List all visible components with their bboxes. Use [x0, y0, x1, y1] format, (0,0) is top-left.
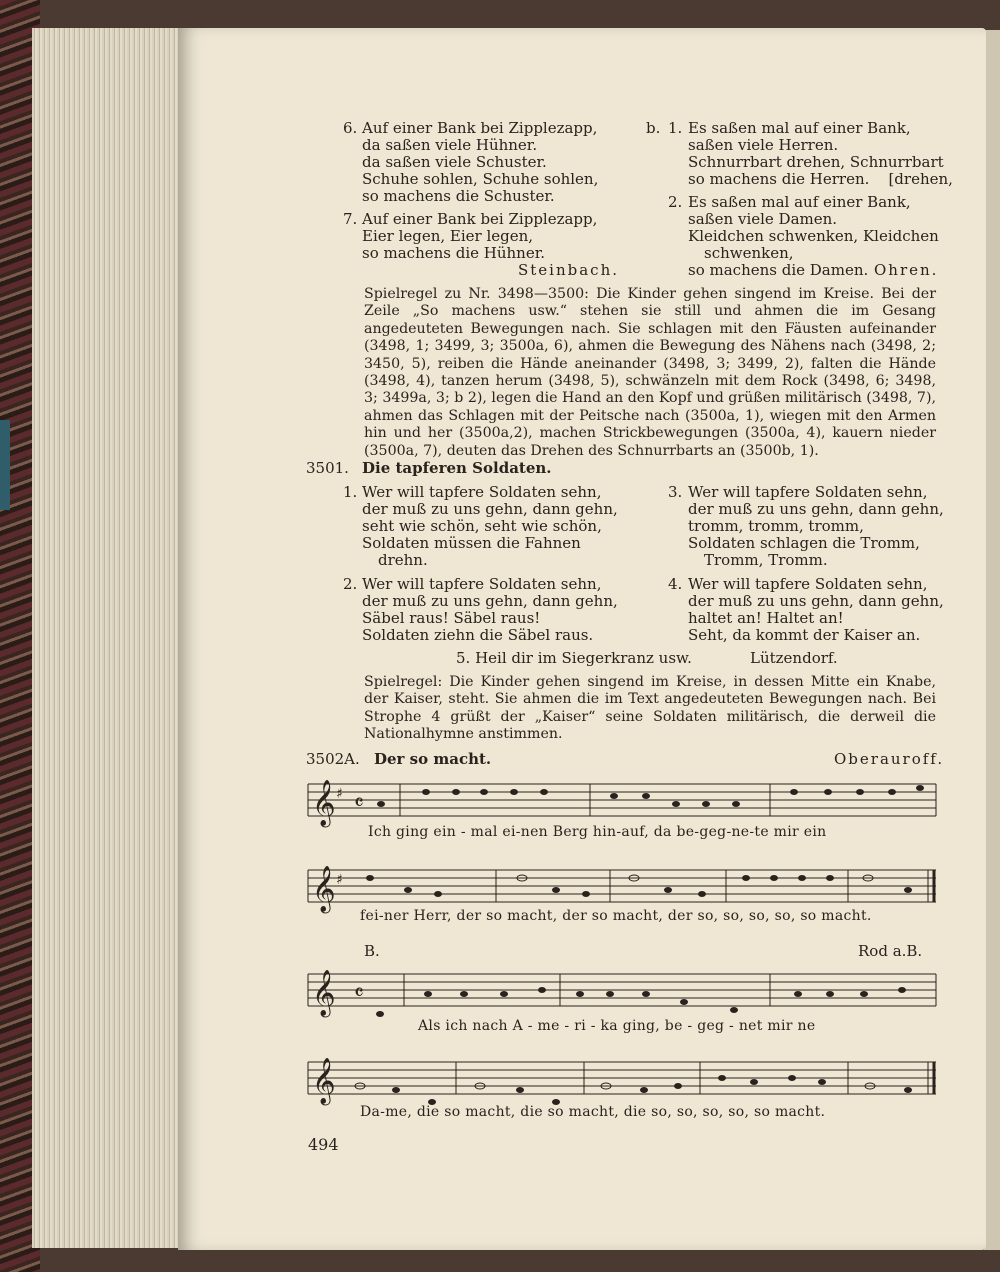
verse-line: Wer will tapfere Soldaten sehn,	[688, 575, 928, 593]
verse-number: 1.	[668, 119, 683, 137]
verse-line: tromm, tromm, tromm,	[688, 517, 864, 535]
svg-text:𝄞: 𝄞	[312, 1058, 336, 1104]
verse-line: da saßen viele Schuster.	[362, 153, 547, 171]
verse-line: Soldaten schlagen die Tromm,	[688, 534, 920, 552]
verse-line: der muß zu uns gehn, dann gehn,	[688, 592, 944, 610]
verse-number: 2.	[668, 193, 683, 211]
verse-number: 4.	[668, 575, 683, 593]
song-title: Die tapferen Soldaten.	[362, 459, 552, 477]
verse-number: 7.	[343, 210, 358, 228]
verse-line: Seht, da kommt der Kaiser an.	[688, 626, 921, 644]
verse-line: so machens die Damen.	[688, 261, 869, 279]
music-staff-b1	[308, 966, 938, 1022]
place-attribution: Oberauroff.	[834, 750, 945, 768]
verse-line: drehn.	[378, 551, 428, 569]
verse-line: Tromm, Tromm.	[704, 551, 828, 569]
verse-line: Wer will tapfere Soldaten sehn,	[362, 483, 602, 501]
verse-number: 3.	[668, 483, 683, 501]
right-page-edge	[984, 30, 1000, 1250]
verse-line: Auf einer Bank bei Zipplezapp,	[362, 210, 598, 228]
svg-text:𝄴: 𝄴	[354, 981, 364, 1006]
verse-line: der muß zu uns gehn, dann gehn,	[688, 500, 944, 518]
verse-line: Es saßen mal auf einer Bank,	[688, 193, 911, 211]
verse-line: Auf einer Bank bei Zipplezapp,	[362, 119, 598, 137]
verse-line: Eier legen, Eier legen,	[362, 227, 534, 245]
verse-line: so machens die Schuster.	[362, 187, 555, 205]
verse-line: Kleidchen schwenken, Kleidchen	[688, 227, 939, 245]
verse-line: Soldaten ziehn die Säbel raus.	[362, 626, 594, 644]
verse-line: 5. Heil dir im Siegerkranz usw.	[456, 649, 692, 667]
game-rule-paragraph: Spielregel zu Nr. 3498—3500: Die Kinder gehen singend im Kreise. Bei der Zeile „So machens usw.“ stehen sie still und ahmen die im Gesang angedeuteten Bewegungen nach. Sie schlagen mit den Fäusten aufeinander (3498, 1; 3499, 3; 3500a, 6), ahmen die Bewegung des Nähens nach (3498, 2; 3450, 5), reiben die Hände aneinander (3498, 3; 3499, 2), falten die Hände (3498, 4), tanzen herum (3498, 5), schwänzeln mit dem Rock (3498, 6; 3498, 3; 3499a, 3; b 2), legen die Hand an den Kopf und grüßen militärisch (3498, 7), ahmen das Schlagen mit der Peitsche nach (3500a, 1), wiegen mit den Armen hin und her (3500a,2), machen Strickbewegungen (3500a, 4), kauern nieder (3500a, 7), deuten das Drehen des Schnurrbarts an (3500b, 1).	[364, 286, 936, 459]
music-staff-b2	[308, 1054, 938, 1110]
place-attribution: Steinbach.	[518, 261, 620, 279]
svg-text:𝄞: 𝄞	[312, 780, 336, 826]
verse-line: Es saßen mal auf einer Bank,	[688, 119, 911, 137]
svg-text:𝄞: 𝄞	[312, 866, 336, 912]
verse-line: so machens die Herren. [drehen,	[688, 170, 953, 188]
svg-text:♯: ♯	[336, 786, 343, 802]
verse-line: haltet an! Haltet an!	[688, 609, 844, 627]
place-attribution: Ohren.	[874, 261, 939, 279]
verse-line: Säbel raus! Säbel raus!	[362, 609, 541, 627]
music-staff-a1	[308, 776, 938, 826]
verse-line: saßen viele Damen.	[688, 210, 838, 228]
verse-line: seht wie schön, seht wie schön,	[362, 517, 602, 535]
svg-text:𝄞: 𝄞	[312, 970, 336, 1016]
lyrics-line: Ich ging ein - mal ei-nen Berg hin-auf, da be-geg-ne-te mir ein	[368, 824, 827, 840]
lyrics-line: Als ich nach A - me - ri - ka ging, be - geg - net mir ne	[418, 1018, 816, 1034]
lyrics-line: Da-me, die so macht, die so macht, die so, so, so, so, so macht.	[360, 1104, 826, 1120]
page-number: 494	[308, 1135, 339, 1154]
variant-label: B.	[364, 942, 380, 960]
song-number: 3502A.	[306, 750, 360, 768]
verse-line: saßen viele Herren.	[688, 136, 839, 154]
verse-number: 2.	[343, 575, 358, 593]
verse-number: 6.	[343, 119, 358, 137]
svg-text:𝄴: 𝄴	[354, 791, 364, 816]
verse-line: Schnurrbart drehen, Schnurrbart	[688, 153, 944, 171]
verse-line: Wer will tapfere Soldaten sehn,	[362, 575, 602, 593]
verse-line: da saßen viele Hühner.	[362, 136, 538, 154]
variant-label: b.	[646, 119, 661, 137]
place-attribution: Lützendorf.	[750, 649, 838, 667]
music-staff-a2	[308, 862, 938, 912]
book-page	[178, 28, 986, 1250]
verse-line: der muß zu uns gehn, dann gehn,	[362, 500, 618, 518]
svg-text:♯: ♯	[336, 872, 343, 888]
verse-line: so machens die Hühner.	[362, 244, 546, 262]
lyrics-line: fei-ner Herr, der so macht, der so macht, der so, so, so, so, so macht.	[360, 908, 872, 924]
binding-label	[0, 420, 10, 510]
verse-line: schwenken,	[704, 244, 794, 262]
song-title: Der so macht.	[374, 750, 492, 768]
game-rule-paragraph: Spielregel: Die Kinder gehen singend im Kreise, in dessen Mitte ein Knabe, der Kaiser, steht. Sie ahmen die im Text angedeuteten Bewegungen nach. Bei Strophe 4 grüßt der „Kaiser“ seine Soldaten militärisch, die derweil die Nationalhymne anstimmen.	[364, 674, 936, 743]
verse-line: Schuhe sohlen, Schuhe sohlen,	[362, 170, 599, 188]
verse-line: der muß zu uns gehn, dann gehn,	[362, 592, 618, 610]
verse-line: Soldaten müssen die Fahnen	[362, 534, 581, 552]
verse-number: 1.	[343, 483, 358, 501]
place-attribution: Rod a.B.	[858, 942, 923, 960]
song-number: 3501.	[306, 459, 349, 477]
verse-line: Wer will tapfere Soldaten sehn,	[688, 483, 928, 501]
page-stack-edges	[32, 28, 182, 1248]
